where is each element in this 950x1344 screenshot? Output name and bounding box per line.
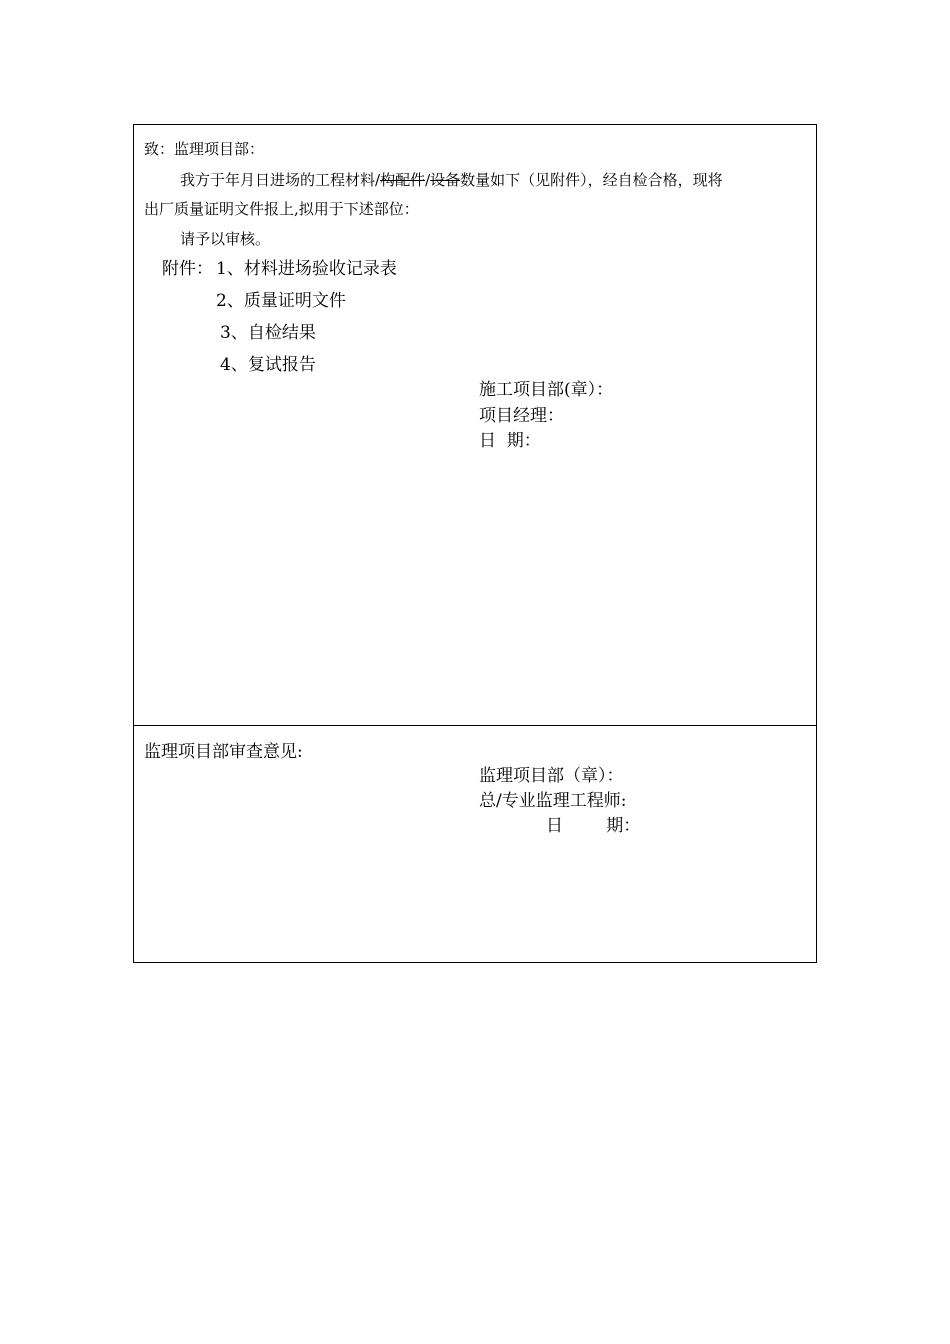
attachment-item: 3、自检结果 <box>220 323 316 343</box>
declaration-line-1 <box>180 170 723 190</box>
construction-dept-seal: 施工项目部(章）： <box>479 380 614 400</box>
attachment-item: 4、复试报告 <box>220 355 316 375</box>
struck-components: 构配件 <box>380 171 426 189</box>
section-divider <box>134 725 816 726</box>
recipient-line: 致：监理项目部： <box>144 140 265 158</box>
declaration-text-2: 数量如下（见附件），经自检合格，现将 <box>460 171 723 189</box>
acceptance-form <box>133 124 817 963</box>
submission-date: 日 期： <box>479 431 541 451</box>
attachment-item: 2、质量证明文件 <box>216 291 346 311</box>
supervision-engineer-signature: 总/专业监理工程师: <box>479 791 627 811</box>
supervision-dept-seal: 监理项目部（章）： <box>479 766 624 786</box>
review-date: 日 期： <box>546 816 641 836</box>
slash-separator: / <box>425 171 431 189</box>
attachments-label: 附件： <box>162 259 213 279</box>
project-manager-signature: 项目经理： <box>479 406 564 426</box>
review-request: 请予以审核。 <box>180 230 271 248</box>
struck-equipment: 设备 <box>430 171 461 189</box>
attachment-item: 1、材料进场验收记录表 <box>216 259 397 279</box>
review-opinion-title: 监理项目部审查意见: <box>144 742 303 762</box>
declaration-line-2: 出厂质量证明文件报上,拟用于下述部位： <box>144 200 419 218</box>
declaration-text-1: 我方于年月日进场的工程材料/ <box>180 171 381 189</box>
